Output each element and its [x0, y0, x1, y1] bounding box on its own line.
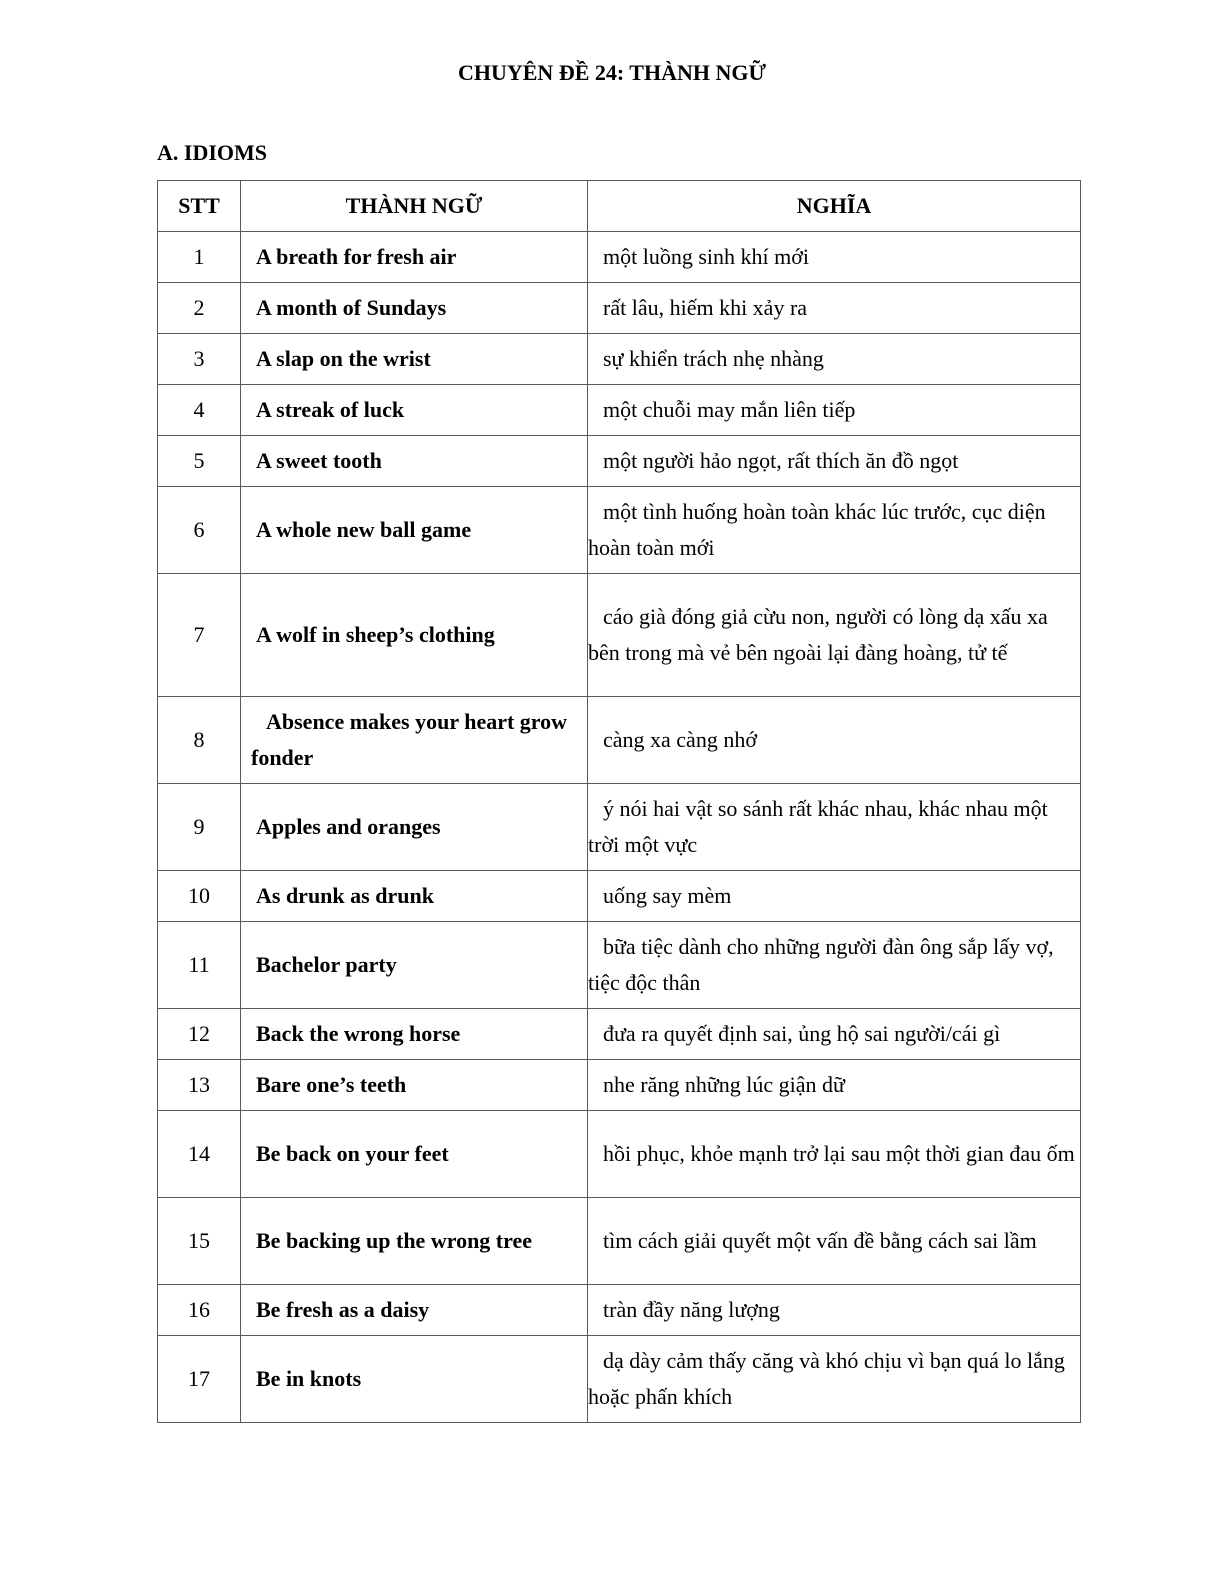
table-row: [158, 1198, 1081, 1285]
idiom-cell: [241, 334, 588, 385]
meaning-cell: [588, 574, 1081, 697]
meaning-cell: [588, 871, 1081, 922]
idiom-cell: [241, 232, 588, 283]
table-row: [158, 1111, 1081, 1198]
row-number: 2: [158, 283, 241, 334]
idiom-cell: [241, 487, 588, 574]
row-number: 15: [158, 1198, 241, 1285]
row-number: 7: [158, 574, 241, 697]
meaning-text: cáo già đóng giả cừu non, người có lòng dạ xấu xa bên trong mà vẻ bên ngoài lại đàng hoàng, tử tế: [588, 604, 1048, 665]
meaning-cell: [588, 784, 1081, 871]
row-number: 10: [158, 871, 241, 922]
header-meaning: NGHĨA: [588, 181, 1081, 232]
row-number: 3: [158, 334, 241, 385]
idiom-text: Bachelor party: [256, 952, 397, 977]
meaning-cell: [588, 283, 1081, 334]
meaning-text: uống say mèm: [603, 883, 732, 908]
meaning-cell: [588, 1336, 1081, 1423]
meaning-cell: [588, 334, 1081, 385]
row-number: 16: [158, 1285, 241, 1336]
idiom-text: Back the wrong horse: [256, 1021, 461, 1046]
meaning-text: một tình huống hoàn toàn khác lúc trước, cục diện hoàn toàn mới: [588, 499, 1046, 560]
meaning-text: càng xa càng nhớ: [603, 727, 757, 752]
table-row: [158, 487, 1081, 574]
idiom-cell: [241, 697, 588, 784]
meaning-cell: [588, 1198, 1081, 1285]
idiom-cell: [241, 385, 588, 436]
idiom-text: A streak of luck: [256, 397, 405, 422]
meaning-cell: [588, 1060, 1081, 1111]
meaning-text: dạ dày cảm thấy căng và khó chịu vì bạn quá lo lắng hoặc phấn khích: [588, 1348, 1065, 1409]
table-row: [158, 784, 1081, 871]
section-heading: A. IDIOMS: [157, 140, 268, 165]
table-row: [158, 1009, 1081, 1060]
idiom-cell: [241, 1336, 588, 1423]
idiom-cell: [241, 1111, 588, 1198]
idiom-cell: [241, 871, 588, 922]
meaning-cell: [588, 232, 1081, 283]
idiom-text: Be backing up the wrong tree: [256, 1228, 533, 1253]
row-number: 14: [158, 1111, 241, 1198]
table-row: [158, 1336, 1081, 1423]
table-row: [158, 697, 1081, 784]
idiom-text: Be fresh as a daisy: [256, 1297, 430, 1322]
idiom-cell: [241, 784, 588, 871]
meaning-text: bữa tiệc dành cho những người đàn ông sắp lấy vợ, tiệc độc thân: [588, 934, 1054, 995]
row-number: 8: [158, 697, 241, 784]
idiom-cell: [241, 1060, 588, 1111]
row-number: 1: [158, 232, 241, 283]
meaning-text: sự khiển trách nhẹ nhàng: [603, 346, 824, 371]
idiom-text: Be back on your feet: [256, 1141, 449, 1166]
idiom-text: Absence makes your heart grow fonder: [251, 709, 568, 770]
meaning-cell: [588, 697, 1081, 784]
meaning-text: một người hảo ngọt, rất thích ăn đồ ngọt: [603, 448, 959, 473]
idiom-cell: [241, 1198, 588, 1285]
table-row: [158, 385, 1081, 436]
row-number: 12: [158, 1009, 241, 1060]
idiom-cell: [241, 436, 588, 487]
idiom-text: A sweet tooth: [256, 448, 382, 473]
meaning-cell: [588, 1111, 1081, 1198]
table-row: [158, 334, 1081, 385]
idiom-text: A wolf in sheep’s clothing: [256, 622, 495, 647]
row-number: 5: [158, 436, 241, 487]
meaning-text: nhe răng những lúc giận dữ: [603, 1072, 845, 1097]
meaning-text: hồi phục, khỏe mạnh trở lại sau một thời gian đau ốm: [603, 1141, 1075, 1166]
meaning-cell: [588, 436, 1081, 487]
meaning-cell: [588, 1285, 1081, 1336]
table-row: [158, 574, 1081, 697]
idiom-cell: [241, 283, 588, 334]
idiom-cell: [241, 922, 588, 1009]
row-number: 17: [158, 1336, 241, 1423]
idioms-table: [157, 180, 1081, 1423]
idiom-text: A month of Sundays: [256, 295, 447, 320]
row-number: 9: [158, 784, 241, 871]
row-number: 6: [158, 487, 241, 574]
meaning-cell: [588, 385, 1081, 436]
meaning-text: tìm cách giải quyết một vấn đề bằng cách sai lầm: [603, 1228, 1037, 1253]
meaning-cell: [588, 487, 1081, 574]
table-row: [158, 922, 1081, 1009]
row-number: 13: [158, 1060, 241, 1111]
meaning-text: tràn đầy năng lượng: [603, 1297, 780, 1322]
idiom-cell: [241, 1285, 588, 1336]
meaning-text: đưa ra quyết định sai, ủng hộ sai người/cái gì: [603, 1021, 1001, 1046]
table-row: [158, 283, 1081, 334]
idiom-text: Be in knots: [256, 1366, 362, 1391]
table-row: [158, 232, 1081, 283]
meaning-text: rất lâu, hiếm khi xảy ra: [603, 295, 808, 320]
table-row: [158, 1285, 1081, 1336]
meaning-cell: [588, 1009, 1081, 1060]
idiom-text: Apples and oranges: [256, 814, 441, 839]
header-idiom: THÀNH NGỮ: [241, 181, 588, 232]
table-header-row: [158, 181, 1081, 232]
table-row: [158, 871, 1081, 922]
row-number: 4: [158, 385, 241, 436]
idiom-text: As drunk as drunk: [256, 883, 434, 908]
page-title: CHUYÊN ĐỀ 24: THÀNH NGỮ: [457, 60, 766, 85]
idiom-text: A whole new ball game: [256, 517, 472, 542]
table-row: [158, 1060, 1081, 1111]
idiom-text: A breath for fresh air: [256, 244, 457, 269]
header-stt: STT: [158, 181, 241, 232]
table-row: [158, 436, 1081, 487]
idiom-text: Bare one’s teeth: [256, 1072, 407, 1097]
idiom-cell: [241, 574, 588, 697]
meaning-text: một luồng sinh khí mới: [603, 244, 809, 269]
row-number: 11: [158, 922, 241, 1009]
meaning-cell: [588, 922, 1081, 1009]
idiom-text: A slap on the wrist: [256, 346, 431, 371]
meaning-text: ý nói hai vật so sánh rất khác nhau, khác nhau một trời một vực: [588, 796, 1048, 857]
idiom-cell: [241, 1009, 588, 1060]
meaning-text: một chuỗi may mắn liên tiếp: [603, 397, 856, 422]
